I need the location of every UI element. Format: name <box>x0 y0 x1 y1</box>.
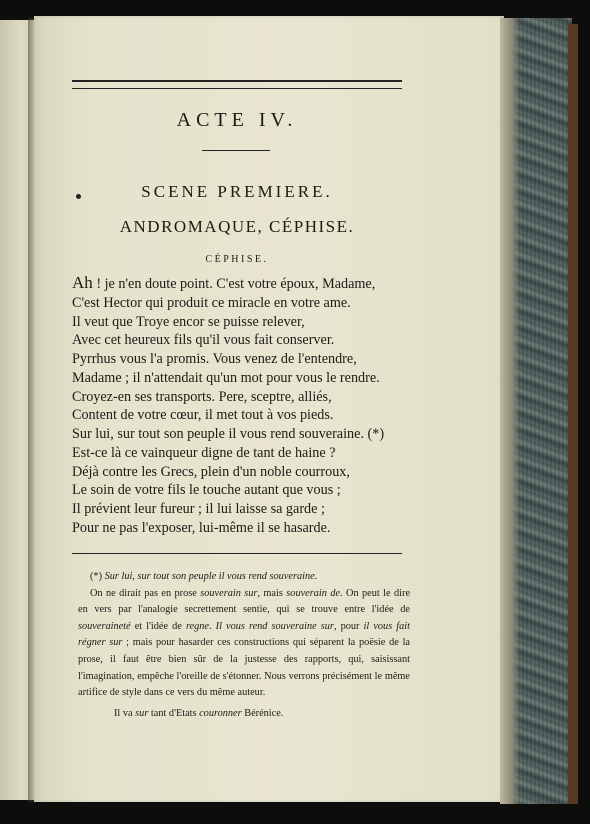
verse-line: C'est Hector qui produit ce miracle en votre ame. <box>72 294 351 311</box>
verse-line: Il prévient leur fureur ; il lui laisse sa garde ; <box>72 501 325 517</box>
footnote-quoted-verse: Il va sur tant d'Etats couronner Bérénice. <box>114 707 284 719</box>
verse-line: Il veut que Troye encor se puisse relever, <box>72 313 305 330</box>
speaker-name: CÉPHISE. <box>205 254 269 265</box>
footnote-rule <box>72 553 402 554</box>
footnote <box>78 569 410 722</box>
verse-line: Croyez-en ses transports. Pere, sceptre, alliés, <box>72 388 332 405</box>
verse-line: Déjà contre les Grecs, plein d'un noble courroux, <box>72 463 350 480</box>
verse-line: Le soin de votre fils le touche autant que vous ; <box>72 482 341 499</box>
verse-line: Est-ce là ce vainqueur digne de tant de haine ? <box>72 444 336 461</box>
verse-block <box>72 274 432 538</box>
verse-line: Content de votre cœur, il met tout à vos pieds. <box>72 407 334 424</box>
footnote-body: On ne dirait pas en prose souverain sur, mais souverain de. On peut le dire en vers par l'analogie secrettement sentie, qui se trouve entre l'idée de souveraineté et l'idée de regne. Il vous rend souveraine sur, pour il vous fait régner sur ; mais pour hasarder ces constructions qui séparent la poësie de la prose, il faut être bien sûr de la justesse des rapports, qui, saisissant l'imagination, empêche l'oreille de s'étonner. Nous verrons précisément le même artifice de style dans ce vers du même auteur. <box>78 587 411 699</box>
title-separator-rule <box>202 150 270 151</box>
characters-line: ANDROMAQUE, CÉPHISE. <box>119 217 355 236</box>
footnote-reference: (*) Sur lui, sur tout son peuple il vous rend souveraine. <box>90 571 318 582</box>
verse-line: Ah ! je n'en doute point. C'est votre époux, Madame, <box>72 273 376 292</box>
verse-initial-word: Ah <box>72 273 93 292</box>
book-cover-board <box>568 24 578 804</box>
scene-title: SCENE PREMIERE. <box>141 182 333 201</box>
header-double-rule <box>72 80 402 89</box>
book-gutter-shadow <box>28 18 42 802</box>
act-title: ACTE IV. <box>176 109 298 131</box>
verse-line: Pour ne pas l'exposer, lui-même il se hasarde. <box>72 519 331 536</box>
verse-line: Pyrrhus vous l'a promis. Vous venez de l'entendre, <box>72 351 357 367</box>
verse-line: Avec cet heureux fils qu'il vous fait conserver. <box>72 332 335 349</box>
verse-line: Madame ; il n'attendait qu'un mot pour vous le rendre. <box>72 369 380 386</box>
page-edges-marbled <box>500 18 572 804</box>
verse-line: Sur lui, sur tout son peuple il vous rend souveraine. (*) <box>72 426 385 442</box>
book-page <box>34 16 504 802</box>
